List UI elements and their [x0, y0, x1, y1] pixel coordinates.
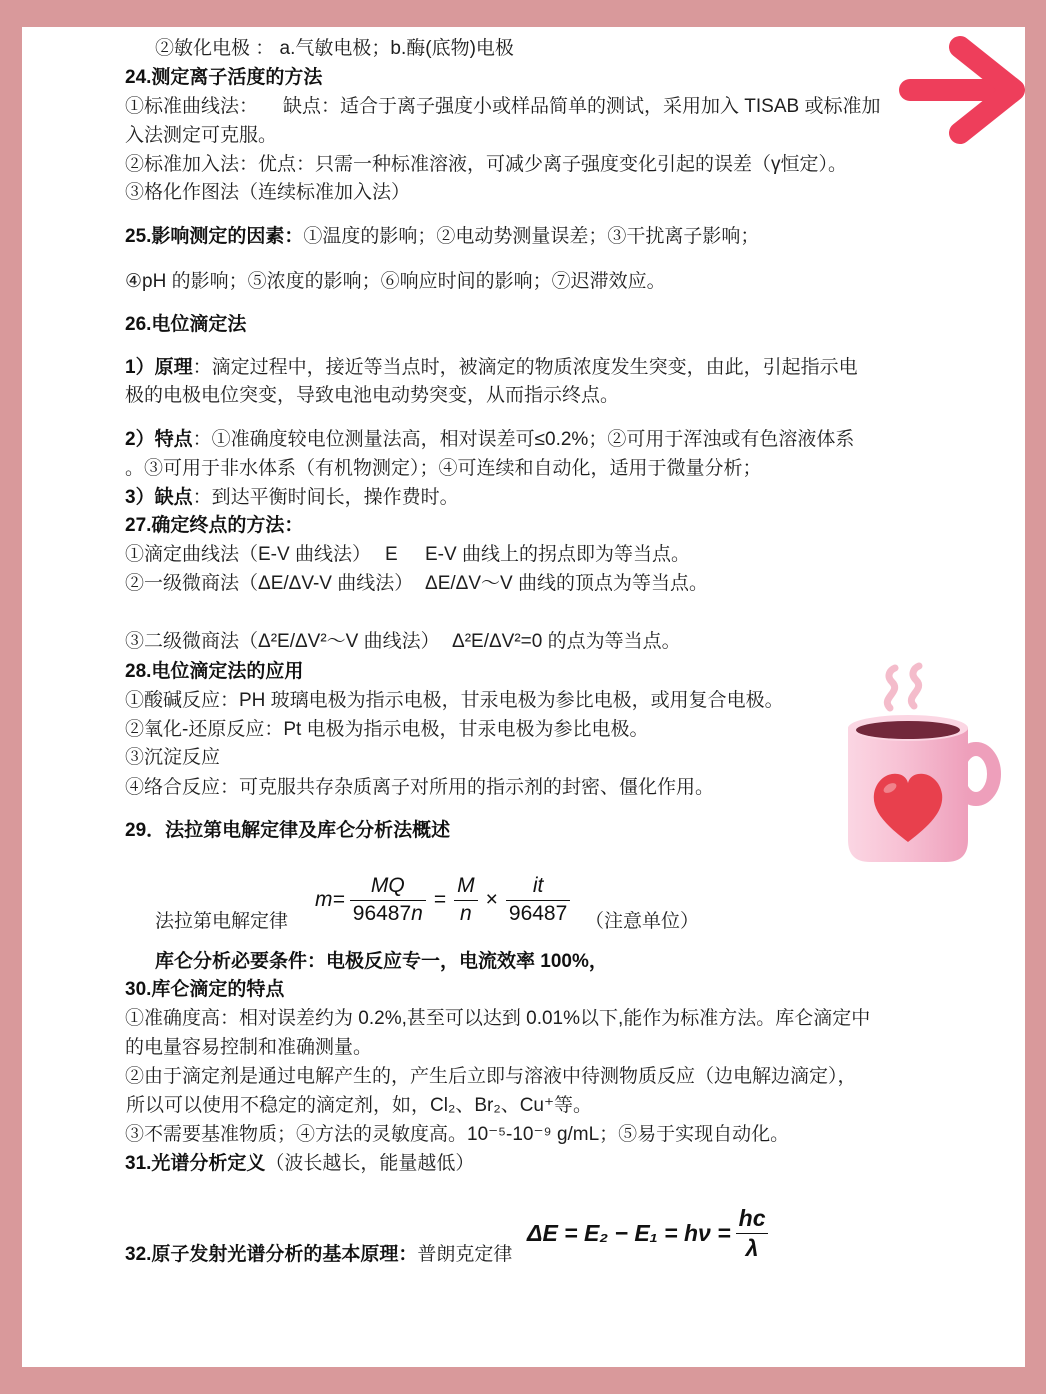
heading-31	[125, 1150, 474, 1178]
fraction-hc-lambda	[736, 1205, 769, 1261]
list-item-titrant-generation-cont: 所以可以使用不稳定的滴定剂，如，Cl₂、Br₂、Cu⁺等。	[126, 1095, 593, 1116]
list-item-redox: ②氧化-还原反应：Pt 电极为指示电极，甘汞电极为参比电极。	[125, 719, 649, 740]
right-arrow-icon	[880, 30, 1025, 145]
heading-32-text: 普朗克定律	[417, 1244, 513, 1265]
coffee-mug-icon	[838, 660, 1008, 870]
list-item-titration-curve: ①滴定曲线法（E-V 曲线法）	[125, 544, 371, 565]
heading-25-text: ①温度的影响；②电动势测量误差；③干扰离子影响；	[303, 226, 760, 247]
faraday-label: 法拉第电解定律	[155, 911, 289, 932]
principle-label: 1）原理	[125, 357, 193, 378]
fraction-numerator: M	[454, 874, 478, 900]
fraction-denominator: λ	[745, 1234, 759, 1261]
planck-formula	[527, 1202, 773, 1264]
faraday-constant: 96487	[352, 901, 412, 925]
heading-28: 28.电位滴定法的应用	[125, 661, 304, 682]
fraction-it	[506, 874, 570, 925]
features-text: ：①准确度较电位测量法高，相对误差可≤0.2%；②可用于浑浊或有色溶液体系	[192, 429, 855, 450]
fraction-denominator: 96487	[508, 901, 568, 925]
heading-32	[125, 1241, 512, 1269]
list-item-second-derivative: ③二级微商法（Δ²E/ΔV²～V 曲线法）	[125, 631, 440, 652]
equals-sign: =	[433, 888, 447, 911]
heading-32-label: 32.原子发射光谱分析的基本原理：	[125, 1244, 418, 1265]
factors-cont: ④pH 的影响；⑤浓度的影响；⑥响应时间的影响；⑦迟滞效应。	[125, 271, 666, 292]
list-item-no-standard: ③不需要基准物质；④方法的灵敏度高。10⁻⁵-10⁻⁹ g/mL；⑤易于实现自动化。	[125, 1124, 790, 1145]
list-item-titrant-generation: ②由于滴定剂是通过电解产生的，产生后立即与溶液中待测物质反应（边电解边滴定），	[125, 1066, 857, 1087]
planck-lhs: ΔE = E₂ − E₁ = hν =	[527, 1219, 731, 1246]
heading-27: 27.确定终点的方法：	[125, 515, 304, 536]
features-line	[125, 426, 854, 454]
heading-26: 26.电位滴定法	[125, 314, 247, 335]
list-item-first-derivative-detail: ΔE/ΔV～V 曲线的顶点为等当点。	[425, 573, 708, 594]
heading-31-text: （波长越长，能量越低）	[265, 1153, 475, 1174]
principle-line	[125, 354, 858, 382]
list-item-standard-curve-detail: 缺点：适合于离子强度小或样品简单的测试，采用加入 TISAB 或标准加	[283, 96, 881, 117]
faraday-note: （注意单位）	[585, 911, 700, 932]
faraday-formula	[315, 872, 575, 928]
heading-25	[125, 223, 759, 251]
principle-text: ：滴定过程中，接近等当点时，被滴定的物质浓度发生突变，由此，引起指示电	[192, 357, 858, 378]
list-item-acid-base: ①酸碱反应：PH 玻璃电极为指示电极，甘汞电极为参比电极，或用复合电极。	[125, 690, 784, 711]
list-item-second-derivative-detail: Δ²E/ΔV²=0 的点为等当点。	[452, 631, 681, 652]
list-item-complexation: ④络合反应：可克服共存杂质离子对所用的指示剂的封密、僵化作用。	[125, 777, 715, 798]
fraction-denominator	[350, 901, 426, 926]
list-item-high-accuracy: ①准确度高：相对误差约为 0.2%,甚至可以达到 0.01%以下,能作为标准方法。库仑滴定中	[125, 1008, 871, 1029]
fraction-numerator: hc	[736, 1205, 769, 1233]
fraction-denominator: n	[460, 901, 472, 925]
drawbacks-line	[125, 484, 459, 512]
features-cont: 。③可用于非水体系（有机物测定）；④可连续和自动化，适用于微量分析；	[125, 458, 762, 479]
drawbacks-text: ：到达平衡时间长，操作费时。	[192, 487, 459, 508]
drawbacks-label: 3）缺点	[125, 487, 193, 508]
heading-25-label: 25.影响测定的因素：	[125, 226, 304, 247]
list-item-titration-curve-detail: E-V 曲线上的拐点即为等当点。	[425, 544, 690, 565]
heading-31-label: 31.光谱分析定义	[125, 1153, 266, 1174]
fraction-numerator: it	[506, 874, 570, 900]
list-item-sensitized-electrode: ②敏化电极 ： a.气敏电极；b.酶(底物)电极	[155, 38, 514, 59]
list-item-gran-plot: ③格化作图法（连续标准加入法）	[125, 182, 411, 203]
list-item-titration-curve-symbol: E	[385, 544, 398, 565]
coulometry-conditions: 库仑分析必要条件：电极反应专一，电流效率 100%，	[155, 951, 608, 972]
times-sign: ×	[485, 888, 498, 911]
electron-count: n	[411, 901, 423, 925]
fraction-numerator: MQ	[350, 874, 426, 900]
list-item-high-accuracy-cont: 的电量容易控制和准确测量。	[125, 1037, 373, 1058]
list-item-first-derivative: ②一级微商法（ΔE/ΔV-V 曲线法）	[125, 573, 414, 594]
principle-cont: 极的电极电位突变，导致电池电动势突变，从而指示终点。	[125, 385, 620, 406]
fraction-m-n	[454, 874, 478, 925]
heading-24: 24.测定离子活度的方法	[125, 67, 323, 88]
fraction-mq	[350, 874, 426, 925]
steam-icon	[887, 666, 919, 708]
features-label: 2）特点	[125, 429, 193, 450]
list-item-standard-addition: ②标准加入法：优点：只需一种标准溶液，可减少离子强度变化引起的误差（γ恒定）。	[125, 154, 848, 175]
formula-lhs: m=	[315, 888, 345, 911]
heading-29: 29．法拉第电解定律及库仑分析法概述	[125, 820, 451, 841]
list-item-standard-curve-cont: 入法测定可克服。	[125, 125, 278, 146]
list-item-precipitation: ③沉淀反应	[125, 747, 221, 768]
heading-30: 30.库仑滴定的特点	[125, 979, 285, 1000]
list-item-standard-curve: ①标准曲线法：	[125, 96, 259, 117]
